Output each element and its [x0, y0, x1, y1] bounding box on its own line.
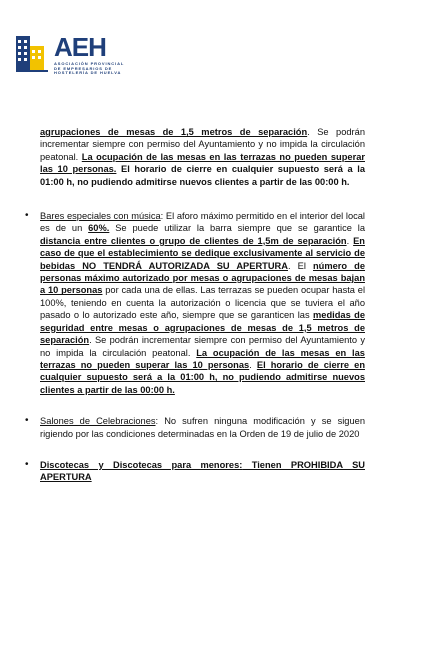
intro-paragraph	[40, 126, 365, 188]
bares-text-3: .	[346, 235, 354, 246]
bares-percentage: 60%.	[88, 223, 110, 234]
logo-line-2: DE EMPRESARIOS DE	[54, 65, 113, 71]
association-logo	[16, 32, 144, 74]
bares-text-1: : El aforo máximo permitido en el interior del local es de un	[40, 211, 365, 234]
discotecas-text: Tienen PROHIBIDA SU APERTURA	[40, 459, 365, 483]
logo-wordmark: AEH	[54, 32, 106, 62]
bares-safety-measures: medidas de seguridad entre mesas o agrupaciones de mesas de 1,5 metros de separación	[40, 310, 365, 346]
bares-terrace-occupancy: La ocupación de las mesas en las terrazas no pueden superar las 10 personas	[40, 347, 365, 370]
bares-text-2: Se puede utilizar la barra siempre que se garantice la	[109, 223, 365, 234]
bares-beverage-rule: En caso de que el establecimiento se dedique exclusivamente al servicio de bebidas NO TENDRÁ AUTORIZADA SU APERTURA	[40, 235, 365, 271]
list-item-bares	[25, 210, 366, 396]
bares-text-5: por cada una de ellas. Las terrazas se pueden ocupar hasta el 100%, teniendo en cuenta la autorización o licencia que se tuviera el año pasado o lo autorizado este año, siempre que se garanticen las	[40, 285, 366, 321]
salones-text: : No sufren ninguna modificación y se siguen rigiendo por las condiciones determinadas en la Orden de 19 de julio de 2020	[40, 416, 365, 439]
logo-line-1: ASOCIACIÓN PROVINCIAL	[54, 61, 125, 66]
bullet: •	[25, 458, 29, 470]
bares-max-persons: número de personas máximo autorizado por mesas o agrupaciones de mesas bajan a 10 personas	[40, 260, 366, 296]
bares-distance: distancia entre clientes o grupo de clientes de 1,5m de separación	[40, 235, 347, 246]
logo-line-3: HOSTELERÍA DE HUELVA	[54, 70, 122, 76]
bullet: •	[25, 210, 29, 222]
intro-separation: agrupaciones de mesas de 1,5 metros de separación	[40, 127, 308, 137]
bares-text-4: . El	[288, 260, 313, 271]
bares-text-7: .	[249, 359, 257, 370]
logo-caption	[54, 62, 124, 76]
bares-closing-time: El horario de cierre en cualquier supuesto será a la 01:00 h, no pudiendo admitirse nuevos clientes a partir de las 00:00 h.	[40, 359, 365, 395]
list-item-discotecas	[25, 458, 365, 484]
bullet: •	[25, 415, 29, 427]
discotecas-title: Discotecas y Discotecas para menores:	[40, 459, 243, 470]
intro-closing-time: El horario de cierre en cualquier supuesto será a la 01:00 h, no pudiendo admitirse nuevos clientes a partir de las 00:00 h.	[40, 164, 365, 187]
salones-paragraph	[40, 415, 365, 440]
discotecas-paragraph	[40, 459, 365, 484]
salones-title: Salones de Celebraciones	[40, 416, 156, 427]
bares-paragraph	[40, 210, 365, 396]
building-icon	[16, 32, 52, 74]
document-body	[25, 126, 366, 484]
bares-text-6: . Se podrán incrementar siempre con permiso del Ayuntamiento y no impida la circulación peatonal.	[40, 335, 365, 358]
list-item-salones	[25, 415, 365, 440]
intro-occupancy: La ocupación de las mesas en las terrazas no pueden superar las 10 personas.	[40, 151, 365, 175]
intro-text: . Se podrán incrementar siempre con permiso del Ayuntamiento y no impida la circulación peatonal.	[40, 127, 365, 162]
bares-title: Bares especiales con música	[40, 211, 161, 222]
